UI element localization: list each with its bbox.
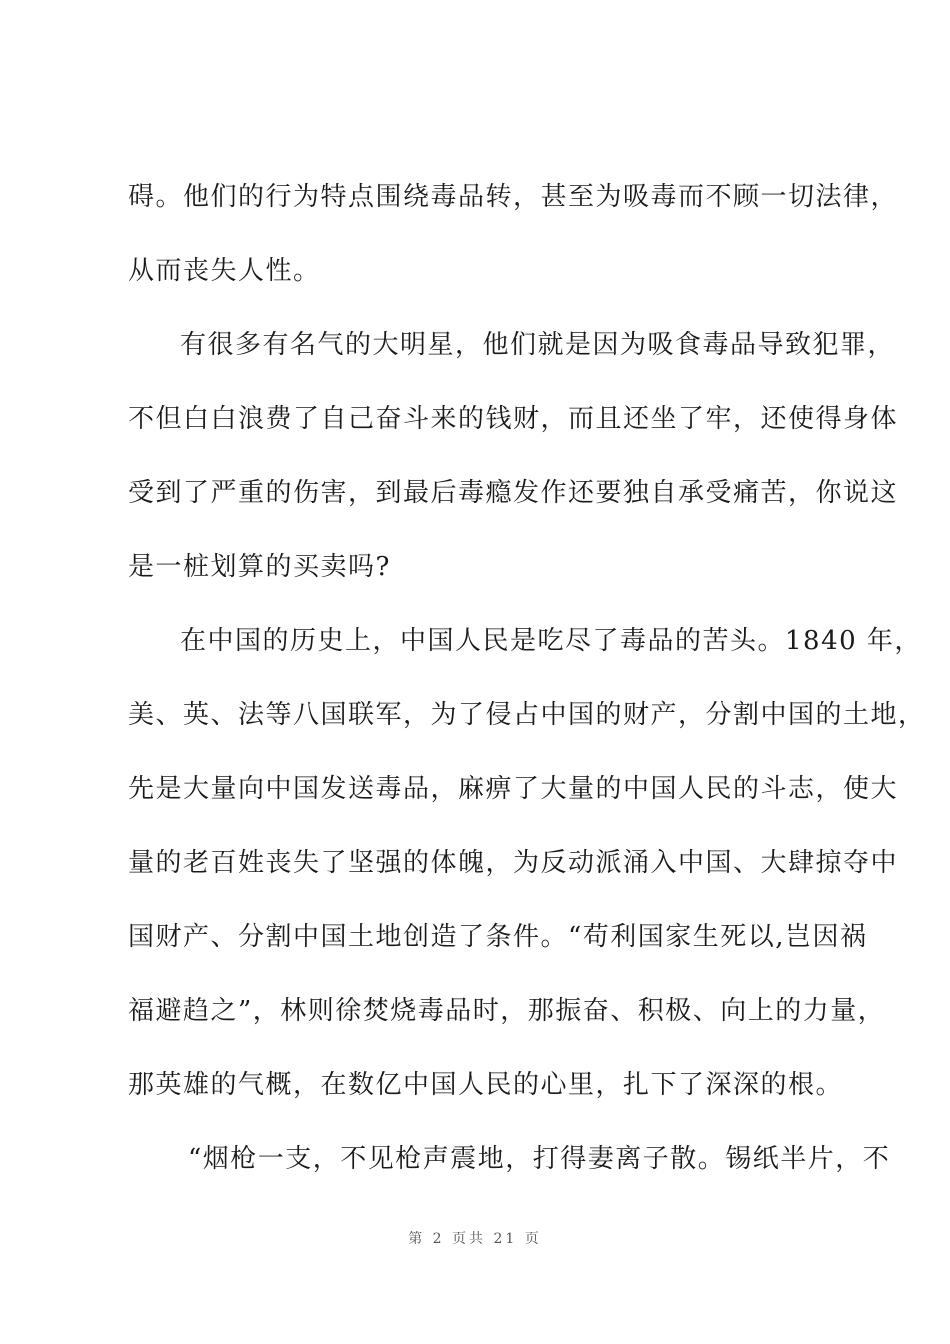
text-line: 国财产、分割中国土地创造了条件。“苟利国家生死以,岂因祸 bbox=[128, 922, 868, 952]
text-line: 受到了严重的伤害，到最后毒瘾发作还要独自承受痛苦，你说这 bbox=[128, 478, 899, 508]
text-line: 从而丧失人性。 bbox=[128, 256, 321, 286]
paragraph-start-line: 有很多有名气的大明星，他们就是因为吸食毒品导致犯罪， bbox=[180, 330, 896, 360]
page-number-footer: 第 2 页共 21 页 bbox=[408, 1231, 542, 1247]
text-line: 量的老百姓丧失了坚强的体魄，为反动派涌入中国、大肆掠夺中 bbox=[128, 848, 899, 878]
paragraph-start-line: 在中国的历史上，中国人民是吃尽了毒品的苦头。1840 年， bbox=[180, 626, 922, 656]
text-line: 美、英、法等八国联军，为了侵占中国的财产，分割中国的土地， bbox=[128, 700, 926, 730]
paragraph-start-line: “烟枪一支，不见枪声震地，打得妻离子散。锡纸半片，不 bbox=[188, 1144, 891, 1174]
text-line: 不但白白浪费了自己奋斗来的钱财，而且还坐了牢，还使得身体 bbox=[128, 404, 899, 434]
text-line: 是一桩划算的买卖吗? bbox=[128, 552, 391, 582]
text-line: 那英雄的气概，在数亿中国人民的心里，扎下了深深的根。 bbox=[128, 1070, 844, 1100]
text-line: 福避趋之”，林则徐焚烧毒品时，那振奋、积极、向上的力量， bbox=[128, 996, 886, 1026]
text-line: 碍。他们的行为特点围绕毒品转，甚至为吸毒而不顾一切法律， bbox=[128, 182, 899, 212]
text-line: 先是大量向中国发送毒品，麻痹了大量的中国人民的斗志，使大 bbox=[128, 774, 899, 804]
